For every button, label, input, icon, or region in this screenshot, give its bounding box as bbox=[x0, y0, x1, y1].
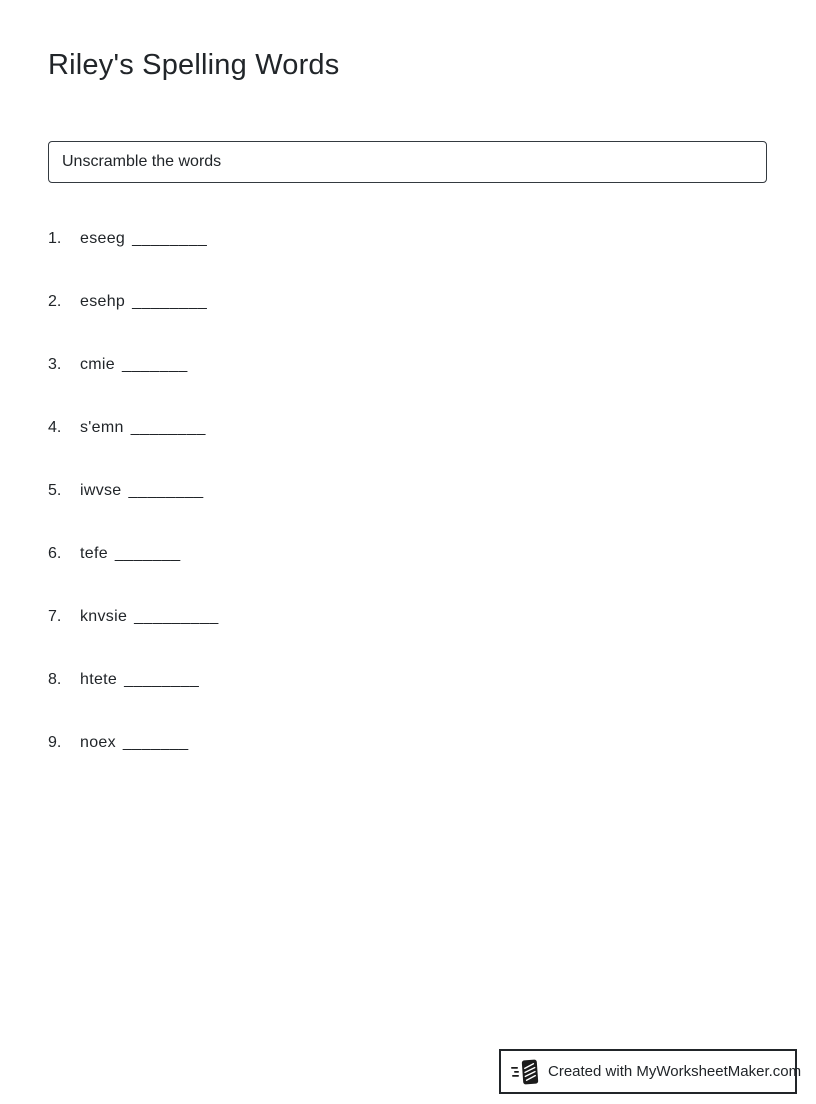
item-number: 5. bbox=[48, 481, 62, 499]
scrambled-word: htete bbox=[80, 670, 118, 688]
item-number: 7. bbox=[48, 607, 62, 625]
page-title: Riley's Spelling Words bbox=[48, 49, 340, 81]
credit-text: Created with MyWorksheetMaker.com bbox=[548, 1063, 802, 1080]
instruction-box bbox=[48, 141, 767, 183]
item-number: 8. bbox=[48, 670, 62, 688]
list-item bbox=[48, 727, 816, 759]
worksheet-maker-logo-icon bbox=[511, 1058, 541, 1086]
answer-blank: _______ bbox=[122, 733, 189, 751]
scrambled-word: esehp bbox=[80, 292, 126, 310]
instruction-text: Unscramble the words bbox=[62, 152, 222, 170]
list-item bbox=[48, 349, 816, 381]
answer-blank: ________ bbox=[132, 292, 208, 310]
scrambled-word: eseeg bbox=[80, 229, 126, 247]
scrambled-word: cmie bbox=[80, 355, 115, 373]
list-item bbox=[48, 664, 816, 696]
item-number: 2. bbox=[48, 292, 62, 310]
answer-blank: _______ bbox=[121, 355, 188, 373]
answer-blank: ________ bbox=[132, 229, 208, 247]
item-number: 4. bbox=[48, 418, 62, 436]
item-number: 9. bbox=[48, 733, 62, 751]
scrambled-word: noex bbox=[80, 733, 116, 751]
list-item bbox=[48, 412, 816, 444]
item-number: 3. bbox=[48, 355, 62, 373]
scrambled-word: iwvse bbox=[80, 481, 122, 499]
list-item bbox=[48, 538, 816, 570]
list-item bbox=[48, 475, 816, 507]
answer-blank: ________ bbox=[130, 418, 206, 436]
list-item bbox=[48, 223, 816, 255]
worksheet-page bbox=[0, 48, 816, 1104]
answer-blank: _________ bbox=[134, 607, 219, 625]
item-number: 6. bbox=[48, 544, 62, 562]
list-item bbox=[48, 286, 816, 318]
word-list bbox=[48, 223, 816, 759]
list-item bbox=[48, 601, 816, 633]
answer-blank: ________ bbox=[124, 670, 200, 688]
item-number: 1. bbox=[48, 229, 62, 247]
scrambled-word: s'emn bbox=[80, 418, 124, 436]
scrambled-word: knvsie bbox=[80, 607, 128, 625]
answer-blank: _______ bbox=[114, 544, 181, 562]
scrambled-word: tefe bbox=[80, 544, 108, 562]
answer-blank: ________ bbox=[128, 481, 204, 499]
